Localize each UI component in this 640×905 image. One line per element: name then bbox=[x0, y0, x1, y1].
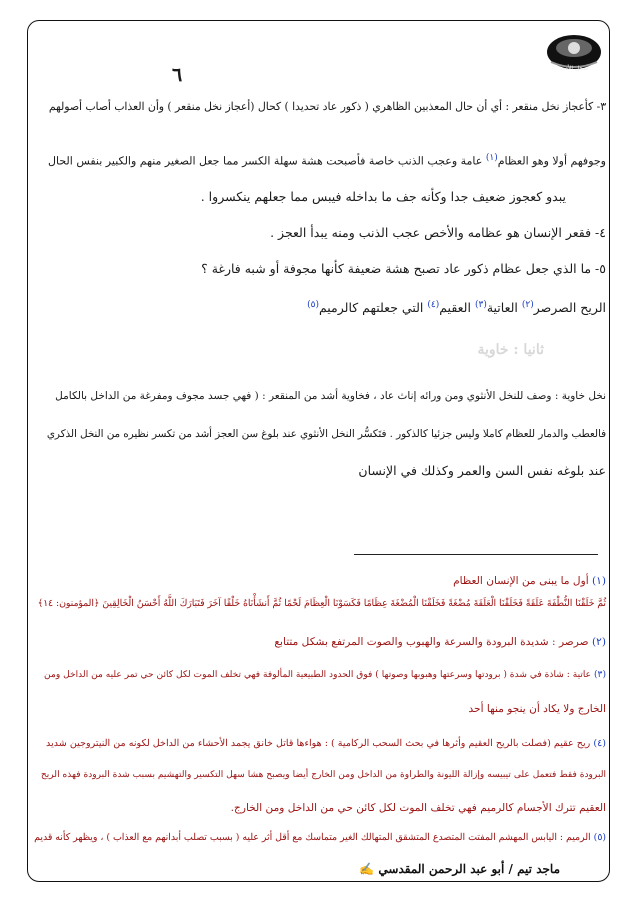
footnote-4b: البرودة فقط فتعمل على تيبيسه وإزالة الليونة والطراوة من الداخل ومن الخارج أيضا ويصبح هشا سهل التكسير والتهشيم بسبب شدة البرودة فهذه الريح bbox=[40, 770, 606, 780]
body-line-4: ٤- فقعر الإنسان هو عظامه والأخص عجب الذنب ومنه يبدأ العجز . bbox=[270, 225, 606, 240]
footnote-1-quran: ثُمَّ خَلَقْنَا النُّطْفَةَ عَلَقَةً فَخَلَقْنَا الْعَلَقَةَ مُضْغَةً فَخَلَقْنَا الْمُضْغَةَ عِظَامًا فَكَسَوْنَا الْعِظَامَ لَحْمًا ثُمَّ أَنشَأْنَاهُ خَلْقًا آخَرَ فَتَبَارَكَ اللَّهُ أَحْسَنُ الْخَالِقِينَ ﴿المؤمنون: ١٤﴾ bbox=[37, 598, 606, 609]
author-signature bbox=[359, 862, 560, 876]
footnote-ref-2[interactable]: (٢) bbox=[521, 300, 534, 310]
logo-text: سجل الأدب bbox=[559, 65, 589, 72]
footnote-ref-1[interactable]: (١) bbox=[485, 153, 498, 163]
wind-sarsar: الريح الصرصر bbox=[533, 300, 606, 316]
footnote-2-text: صرصر : شديدة البرودة والسرعة والهبوب والصوت المرتفع بشكل متتابع bbox=[274, 636, 589, 648]
footnote-4a bbox=[46, 738, 606, 749]
footnote-ref-4[interactable]: (٤) bbox=[427, 300, 440, 310]
wind-atiya: العاتية bbox=[486, 300, 518, 316]
footnote-2 bbox=[274, 636, 606, 648]
pen-icon: ✍ bbox=[359, 862, 375, 876]
body-line-2 bbox=[48, 153, 606, 168]
body-line-3: يبدو كعجوز ضعيف جدا وكأنه جف ما بداخله فيبس مما جعلهم ينكسروا . bbox=[200, 189, 566, 204]
body-line-5: ٥- ما الذي جعل عظام ذكور عاد تصبح هشة ضعيفة كأنها مجوفة أو شبه فارغة ؟ bbox=[201, 261, 606, 276]
body-line-1: ٣- كأعجاز نخل منقعر : أي أن حال المعذبين الظاهري ( ذكور عاد تحديدا ) كحال (أعجاز نخل منقعر ) وأن العذاب أصاب أصولهم bbox=[48, 100, 606, 113]
footnote-1 bbox=[453, 575, 606, 587]
footnote-3-num: (٣) bbox=[593, 670, 606, 680]
footnote-5-num: (٥) bbox=[593, 832, 606, 843]
footnote-ref-5[interactable]: (٥) bbox=[307, 300, 319, 310]
footnote-5-text: الرميم : اليابس المهشم المفتت المتصدع المتشقق المتهالك الغير متماسك مع أقل أثر عليه ( بسبب تصلب أبدانهم مع العذاب ) ، ويظهر كأنه قديم bbox=[34, 832, 591, 843]
section-subtitle: ثانيا : خاوية bbox=[477, 342, 544, 358]
footnote-2-num: (٢) bbox=[592, 636, 606, 648]
body-line-8: فالعطب والدمار للعظام كاملا وليس جزئيا كالذكور . فتَكسُّر النخل الأنثوي عند بلوغ سن العجز أشد من تكسر نظيره من النخل الذكري bbox=[46, 428, 606, 440]
page-border bbox=[27, 20, 610, 882]
footnote-4c: العقيم تترك الأجسام كالرميم فهي تخلف الموت لكل كائن حي من الداخل ومن الخارج. bbox=[230, 802, 606, 814]
footnote-1-text: أول ما يبنى من الإنسان العظام bbox=[453, 575, 589, 587]
wind-aqim: العقيم bbox=[439, 300, 471, 316]
site-logo-icon bbox=[545, 26, 603, 74]
body-line-7: نخل خاوية : وصف للنخل الأنثوي ومن ورائه إناث عاد ، فخاوية أشد من المنقعر : ( فهي جسد مجوف ومفرغة من الداخل بالكامل bbox=[55, 390, 606, 402]
footnote-5 bbox=[34, 832, 606, 843]
body-line-2a: وجوفهم أولا وهو العظام bbox=[497, 154, 606, 168]
page-number: ٦ bbox=[172, 64, 183, 86]
footnote-1-num: (١) bbox=[592, 575, 606, 587]
author-name: ماجد تيم / أبو عبد الرحمن المقدسي bbox=[378, 862, 560, 876]
footnote-3-text-a: عاتية : شاذة في شدة ( برودتها وسرعتها وهبوبها وصوتها ) فوق الحدود الطبيعية المألوفة فهي تخلف الموت لكل كائن حي تمر عليه من الداخل ومن bbox=[44, 670, 592, 680]
body-line-6 bbox=[307, 300, 606, 315]
footnote-ref-3[interactable]: (٣) bbox=[474, 300, 487, 310]
footnote-3a bbox=[44, 670, 606, 680]
footnote-separator bbox=[354, 554, 598, 555]
wind-ramim: التي جعلتهم كالرميم bbox=[318, 300, 424, 316]
footnote-3b: الخارج ولا يكاد أن ينجو منها أحد bbox=[468, 703, 606, 715]
footnote-4-text-a: ريح عقيم (فصلت بالريح العقيم وأثرها في بحث السحب الركامية ) : هواءها قاتل خانق يجمد الأحشاء من الداخل لكونه من النيتروجين شديد bbox=[46, 738, 591, 749]
body-line-9: عند بلوغه نفس السن والعمر وكذلك في الإنسان bbox=[358, 463, 606, 478]
body-line-2b: عامة وعجب الذنب خاصة فأصبحت هشة سهلة الكسر مما جعل الصغير منهم والكبير بنفس الحال bbox=[47, 154, 483, 168]
footnote-4-num: (٤) bbox=[593, 738, 606, 749]
